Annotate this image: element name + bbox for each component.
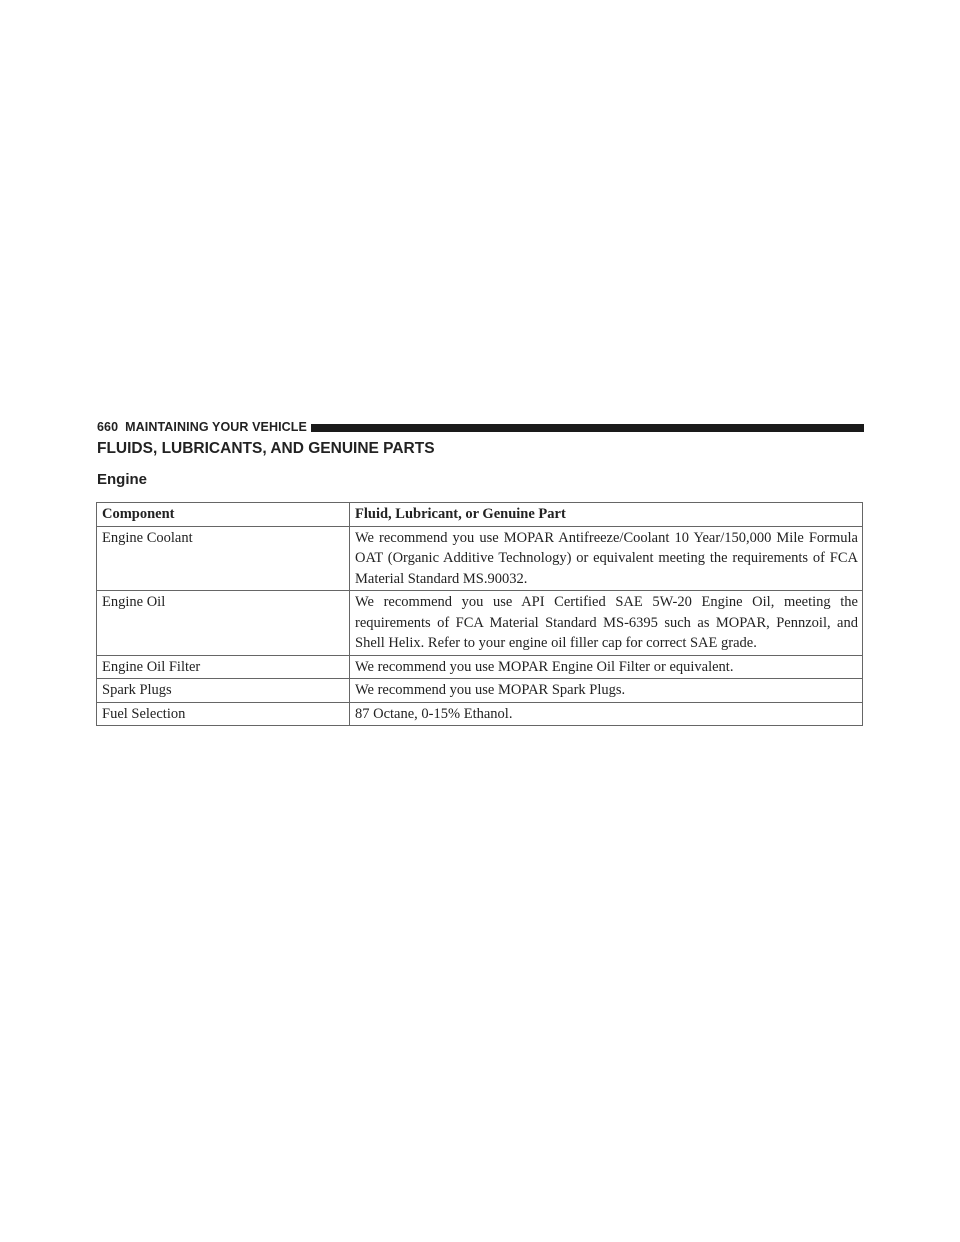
- subsection-title: Engine: [97, 471, 148, 488]
- component-cell: Fuel Selection: [97, 702, 350, 726]
- table-row: [97, 591, 863, 656]
- component-cell: Engine Oil Filter: [97, 655, 350, 679]
- table-header-row: [97, 503, 863, 527]
- fluids-table: [96, 502, 863, 726]
- table-row: [97, 679, 863, 703]
- table-row: [97, 526, 863, 591]
- page-number: 660: [97, 420, 119, 434]
- component-cell: Engine Oil: [97, 591, 350, 656]
- header-section: MAINTAINING YOUR VEHICLE: [125, 420, 307, 434]
- component-cell: Spark Plugs: [97, 679, 350, 703]
- page-header: [97, 418, 864, 436]
- section-title: FLUIDS, LUBRICANTS, AND GENUINE PARTS: [97, 440, 435, 457]
- part-cell: We recommend you use MOPAR Antifreeze/Coolant 10 Year/150,000 Mile Formula OAT (Organic Additive Technology) or equivalent meeting the requirements of FCA Material Standard MS.90032.: [350, 526, 863, 591]
- table-row: [97, 702, 863, 726]
- part-cell: 87 Octane, 0-15% Ethanol.: [350, 702, 863, 726]
- column-header-component: Component: [97, 503, 350, 527]
- table-row: [97, 655, 863, 679]
- part-cell: We recommend you use API Certified SAE 5W-20 Engine Oil, meeting the requirements of FCA Material Standard MS-6395 such as MOPAR, Pennzoil, and Shell Helix. Refer to your engine oil filler cap for correct SAE grade.: [350, 591, 863, 656]
- header-rule: [311, 424, 864, 432]
- part-cell: We recommend you use MOPAR Spark Plugs.: [350, 679, 863, 703]
- part-cell: We recommend you use MOPAR Engine Oil Filter or equivalent.: [350, 655, 863, 679]
- component-cell: Engine Coolant: [97, 526, 350, 591]
- header-text: [97, 420, 307, 434]
- column-header-part: Fluid, Lubricant, or Genuine Part: [350, 503, 863, 527]
